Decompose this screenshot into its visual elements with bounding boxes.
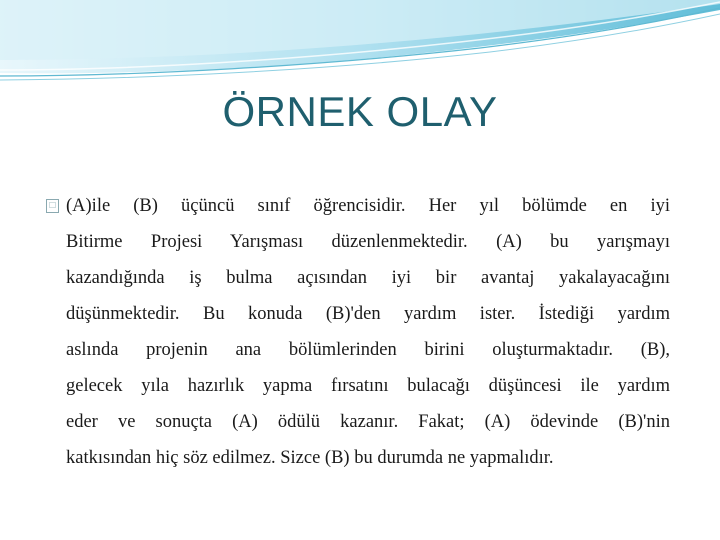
paragraph-line-1: (A)ile (B) üçüncü sınıf öğrencisidir. Her yıl bölümde en iyi [66,196,670,216]
paragraph-line-5: aslında projenin ana bölümlerinden birini oluşturmaktadır. (B), [66,340,670,360]
paragraph-line-8: katkısından hiç söz edilmez. Sizce (B) bu durumda ne yapmalıdır. [66,448,554,468]
paragraph-line-4: düşünmektedir. Bu konuda (B)'den yardım ister. İstediği yardım [66,304,670,324]
paragraph-line-7: eder ve sonuçta (A) ödülü kazanır. Fakat; (A) ödevinde (B)'nin [66,412,670,432]
paragraph-line-2: Bitirme Projesi Yarışması düzenlenmektedir. (A) bu yarışmayı [66,232,670,252]
paragraph-line-3: kazandığında iş bulma açısından iyi bir avantaj yakalayacağını [66,268,670,288]
header-wave-decoration [0,0,720,90]
paragraph-line-6: gelecek yıla hazırlık yapma fırsatını bulacağı düşüncesi ile yardım [66,376,670,396]
placeholder-box-icon: □ [46,199,59,213]
slide-title: ÖRNEK OLAY [222,88,498,135]
